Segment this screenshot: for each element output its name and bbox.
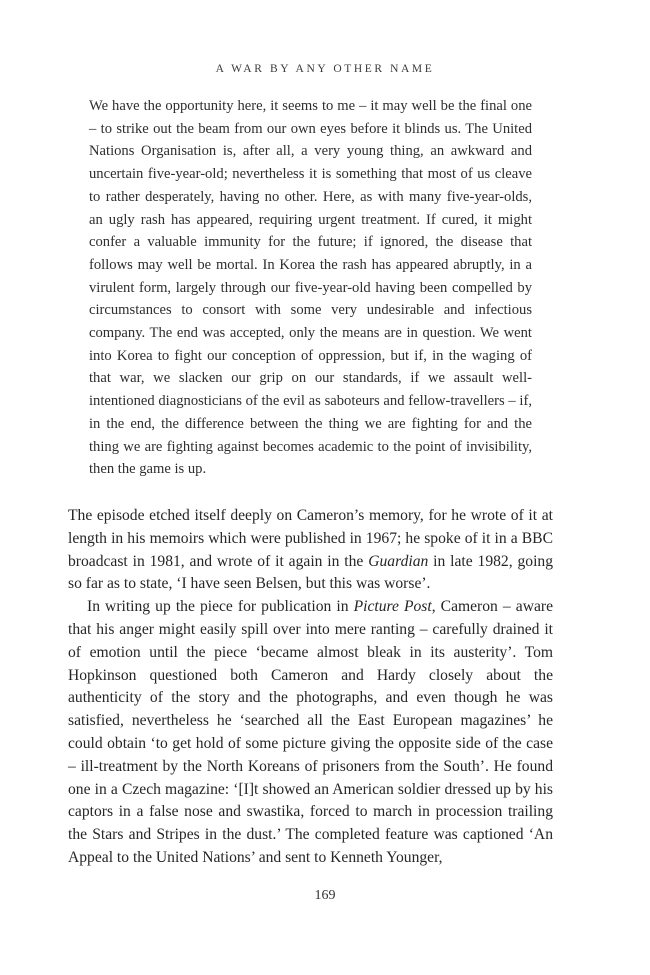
running-head: A WAR BY ANY OTHER NAME (215, 63, 435, 75)
paragraph-1: The episode etched itself deeply on Cameron’s memory, for he wrote of it at length in his memoirs which were published in 1967; he spoke of it in a BBC broadcast in 1981, and wrote of it again in the Guardian in late 1982, going so far as to state, ‘I have seen Belsen, but this was worse’. (68, 507, 553, 593)
block-quote (89, 95, 532, 481)
paragraph-2-rest: , Cameron – aware that his anger might easily spill over into mere ranting – carefully drained it of emotion until the piece ‘became almost bleak in its austerity’. Tom Hopkinson questioned both Cameron and Hardy closely about the authenticity of the story and the photographs, and even though he was satisfied, nevertheless he ‘searched all the East European magazines’ he could obtain ‘to get hold of some picture giving the opposite side of the case – ill-treatment by the North Koreans of prisoners from the South’. He found one in a Czech magazine: ‘[I]t showed an American soldier dressed up by his captors in a false nose and swastika, forced to march in procession trailing the Stars and Stripes in the dust.’ The completed feature was captioned ‘An Appeal to the United Nations’ and sent to Kenneth Younger, (68, 598, 553, 866)
paragraph-2-start: In writing up the piece for publication in (87, 598, 354, 616)
paragraph-2 (68, 596, 553, 870)
magazine-title: Picture Post (353, 598, 432, 616)
block-quote-text: We have the opportunity here, it seems to me – it may well be the final one – to strike out the beam from our own eyes before it blinds us. The United Nations Organisation is, after all, a very young thing, an awkward and uncertain five-year-old; nevertheless it is something that most of us cleave to rather desperately, having no other. Here, as with many five-year-olds, an ugly rash has appeared, requiring urgent treatment. If cured, it might confer a valuable immunity for the future; if ignored, the disease that follows may well be mortal. In Korea the rash has appeared abruptly, in a virulent form, largely through our five-year-old having been compelled by circumstances to consort with some very undesirable and infectious company. The end was accepted, only the means are in question. We went into Korea to fight our conception of oppression, but if, in the waging of that war, we slacken our grip on our standards, if we assault well-intentioned diagnosticians of the evil as saboteurs and fellow-travellers – if, in the end, the difference between the thing we are fighting for and the thing we are fighting against becomes academic to the point of invisibility, then the game is up. (89, 98, 532, 478)
page-number: 169 (314, 888, 336, 903)
newspaper-title: Guardian (368, 552, 429, 570)
body-text (68, 505, 553, 870)
